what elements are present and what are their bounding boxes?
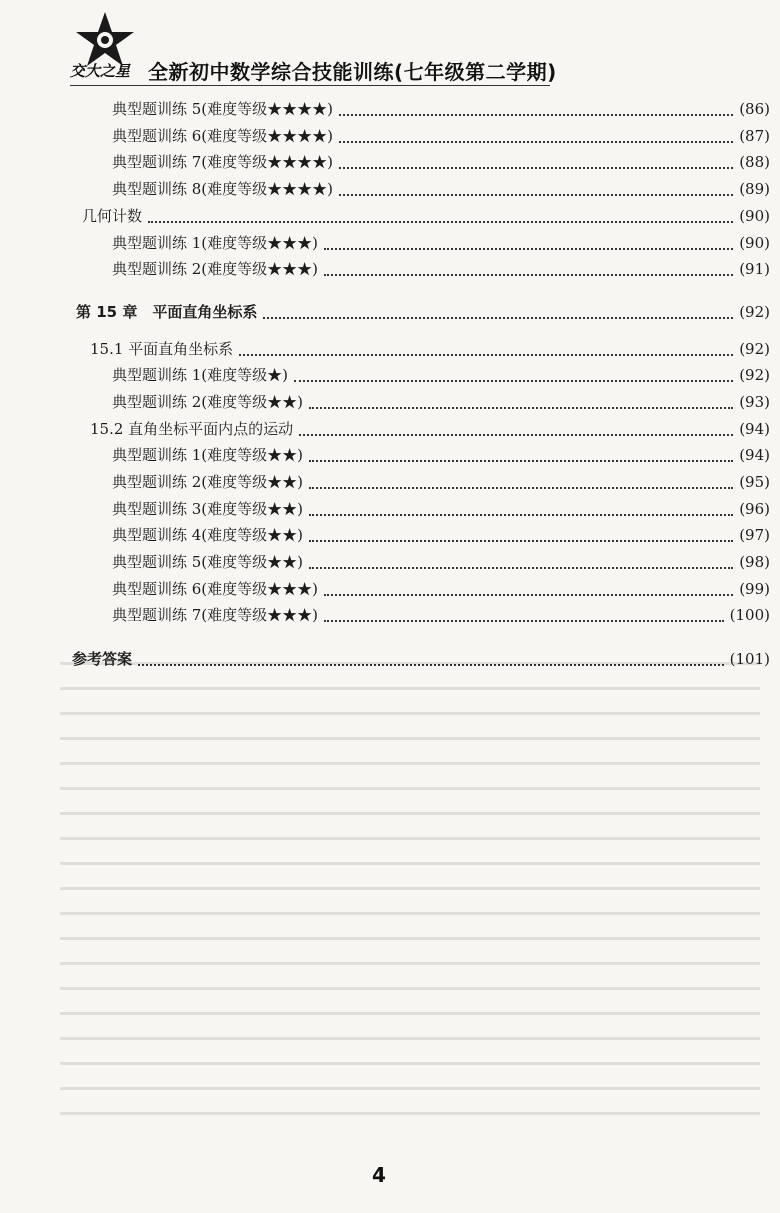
toc-answers[interactable] (72, 648, 770, 674)
toc-entry-label: 典型题训练 5(难度等级★★★★) (112, 100, 334, 118)
dot-leader (324, 594, 733, 596)
dot-leader (138, 664, 724, 666)
toc-entry-label: 典型题训练 6(难度等级★★★★) (112, 127, 334, 145)
toc-section[interactable] (82, 205, 770, 231)
toc-entry-page: (96) (739, 500, 770, 518)
toc-entry-label: 典型题训练 2(难度等级★★) (112, 473, 304, 491)
dot-leader (299, 434, 733, 436)
toc-entry[interactable] (112, 471, 770, 497)
toc-entry-page: (92) (739, 366, 770, 384)
toc-entry-page: (86) (739, 100, 770, 118)
toc-section-page: (90) (739, 207, 770, 225)
dot-leader (239, 354, 733, 356)
toc-section-label: 15.1 平面直角坐标系 (90, 340, 234, 358)
toc-entry-label: 典型题训练 7(难度等级★★★) (112, 606, 319, 624)
toc-answers-page: (101) (729, 650, 770, 668)
toc-entry-label: 典型题训练 1(难度等级★★) (112, 446, 304, 464)
bleed-through-texture (60, 640, 760, 1160)
dot-leader (148, 221, 733, 223)
dot-leader (309, 487, 733, 489)
dot-leader (309, 460, 733, 462)
dot-leader (309, 540, 733, 542)
page-number: 4 (372, 1163, 386, 1187)
toc-entry-label: 典型题训练 6(难度等级★★★) (112, 580, 319, 598)
toc-entry-page: (99) (739, 580, 770, 598)
toc-entry-label: 典型题训练 8(难度等级★★★★) (112, 180, 334, 198)
dot-leader (309, 407, 733, 409)
toc-section[interactable] (90, 338, 770, 364)
header-divider (70, 85, 550, 86)
dot-leader (339, 114, 733, 116)
toc-entry[interactable] (112, 498, 770, 524)
toc-chapter-15[interactable] (76, 301, 770, 327)
toc-entry[interactable] (112, 524, 770, 550)
dot-leader (324, 620, 724, 622)
toc-entry-page: (91) (739, 260, 770, 278)
toc-entry-label: 典型题训练 5(难度等级★★) (112, 553, 304, 571)
toc-entry-page: (90) (739, 234, 770, 252)
dot-leader (324, 248, 733, 250)
toc-entry-label: 典型题训练 1(难度等级★★★) (112, 234, 319, 252)
toc-entry-page: (95) (739, 473, 770, 491)
toc-entry-page: (93) (739, 393, 770, 411)
dot-leader (294, 380, 733, 382)
dot-leader (309, 567, 733, 569)
toc-entry[interactable] (112, 178, 770, 204)
toc-entry[interactable] (112, 444, 770, 470)
toc-entry-page: (100) (729, 606, 770, 624)
dot-leader (263, 317, 733, 319)
toc-entry-page: (88) (739, 153, 770, 171)
toc-entry-page: (97) (739, 526, 770, 544)
toc-section-page: (92) (739, 340, 770, 358)
toc-section[interactable] (90, 418, 770, 444)
toc-chapter-page: (92) (739, 303, 770, 321)
dot-leader (339, 194, 733, 196)
toc-entry-label: 典型题训练 7(难度等级★★★★) (112, 153, 334, 171)
toc-entry-label: 典型题训练 3(难度等级★★) (112, 500, 304, 518)
dot-leader (339, 141, 733, 143)
dot-leader (324, 274, 733, 276)
toc-entry-page: (94) (739, 446, 770, 464)
toc-section-page: (94) (739, 420, 770, 438)
toc-entry-label: 典型题训练 4(难度等级★★) (112, 526, 304, 544)
toc-entry[interactable] (112, 604, 770, 630)
dot-leader (309, 514, 733, 516)
toc-entry[interactable] (112, 578, 770, 604)
toc-entry[interactable] (112, 151, 770, 177)
toc-entry-page: (89) (739, 180, 770, 198)
toc-entry-label: 典型题训练 2(难度等级★★) (112, 393, 304, 411)
toc-entry-label: 典型题训练 2(难度等级★★★) (112, 260, 319, 278)
toc-entry-page: (98) (739, 553, 770, 571)
toc-entry[interactable] (112, 364, 770, 390)
toc-section-label: 15.2 直角坐标平面内点的运动 (90, 420, 294, 438)
toc-entry[interactable] (112, 258, 770, 284)
toc-entry[interactable] (112, 551, 770, 577)
toc-entry-label: 典型题训练 1(难度等级★) (112, 366, 289, 384)
toc-entry[interactable] (112, 391, 770, 417)
dot-leader (339, 167, 733, 169)
toc-section-label: 几何计数 (82, 207, 143, 225)
toc-chapter-label: 第 15 章 平面直角坐标系 (76, 303, 258, 321)
brand-name: 交大之星 (70, 62, 131, 80)
book-title: 全新初中数学综合技能训练(七年级第二学期) (148, 60, 557, 84)
toc-entry[interactable] (112, 125, 770, 151)
toc-entry-page: (87) (739, 127, 770, 145)
toc-entry[interactable] (112, 98, 770, 124)
toc-entry[interactable] (112, 232, 770, 258)
toc-answers-label: 参考答案 (72, 650, 133, 668)
